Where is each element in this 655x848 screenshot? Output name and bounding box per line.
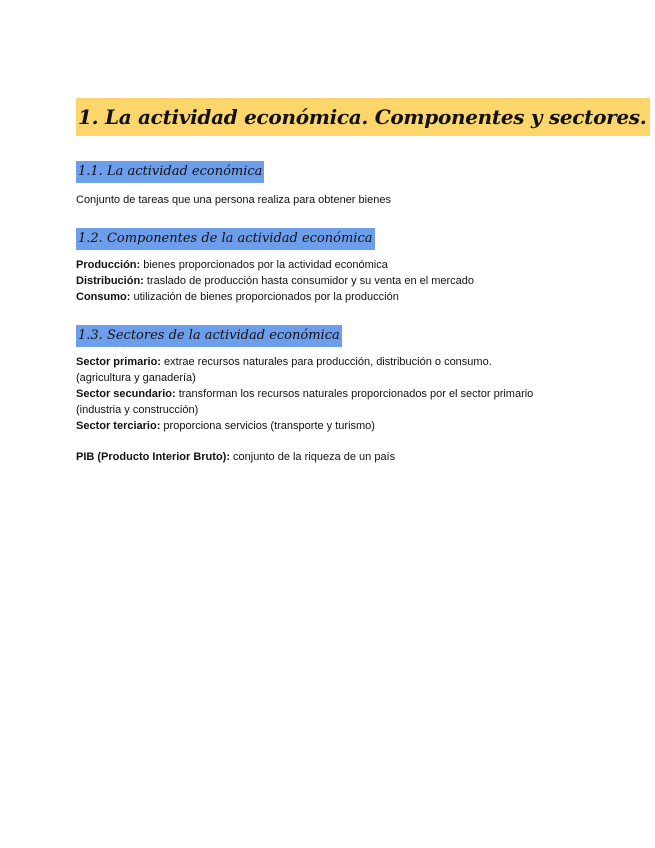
list-item xyxy=(76,257,576,273)
term-definition: transforman los recursos naturales proporcionados por el sector primario xyxy=(175,388,534,400)
list-item-extra: (agricultura y ganadería) xyxy=(76,372,196,384)
section-body-componentes xyxy=(76,257,576,305)
term-definition: bienes proporcionados por la actividad económica xyxy=(140,259,388,271)
term-label: Sector secundario: xyxy=(76,388,176,400)
term-label: PIB (Producto Interior Bruto): xyxy=(76,451,230,463)
term-label: Producción: xyxy=(76,259,141,271)
list-item xyxy=(76,449,576,465)
term-label: Sector terciario: xyxy=(76,420,161,432)
term-definition: traslado de producción hasta consumidor y su venta en el mercado xyxy=(143,275,475,287)
list-item xyxy=(76,418,576,434)
list-item-extra: (industria y construcción) xyxy=(76,404,199,416)
section-heading-componentes: 1.2. Componentes de la actividad económica xyxy=(76,228,375,250)
term-definition: extrae recursos naturales para producción, distribución o consumo. xyxy=(160,356,492,368)
list-item xyxy=(76,273,576,289)
list-item xyxy=(76,354,576,370)
term-label: Consumo: xyxy=(76,291,131,303)
list-item xyxy=(76,386,576,402)
term-label: Sector primario: xyxy=(76,356,161,368)
term-definition: proporciona servicios (transporte y turismo) xyxy=(160,420,375,432)
section-heading-sectores: 1.3. Sectores de la actividad económica xyxy=(76,325,342,347)
section-heading-actividad: 1.1. La actividad económica xyxy=(76,161,264,183)
section-body-sectores xyxy=(76,354,576,434)
pib-note xyxy=(76,449,576,465)
term-label: Distribución: xyxy=(76,275,144,287)
term-definition: utilización de bienes proporcionados por la producción xyxy=(130,291,399,303)
list-item xyxy=(76,289,576,305)
term-definition: conjunto de la riqueza de un país xyxy=(230,451,396,463)
section-body-actividad xyxy=(76,192,576,208)
definition-text: Conjunto de tareas que una persona realiza para obtener bienes xyxy=(76,194,391,206)
page-title: 1. La actividad económica. Componentes y sectores. xyxy=(76,98,650,136)
